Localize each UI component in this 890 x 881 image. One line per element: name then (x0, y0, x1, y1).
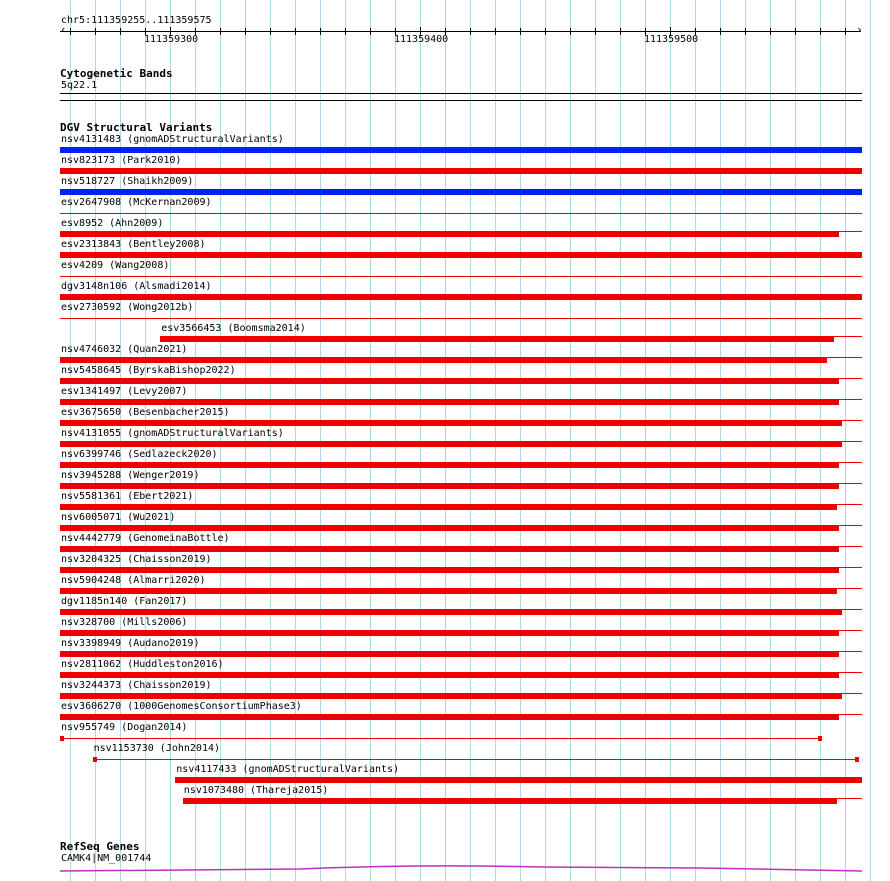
dgv-variant-label[interactable]: nsv3244373 (Chaisson2019) (61, 680, 212, 691)
dgv-variant-line[interactable] (60, 318, 862, 319)
minor-tick (95, 28, 96, 35)
dgv-variant-label[interactable]: dgv3148n106 (Alsmadi2014) (61, 281, 212, 292)
dgv-variant-label[interactable]: nsv4746032 (Quan2021) (61, 344, 188, 355)
dgv-variant-label[interactable]: nsv518727 (Shaikh2009) (61, 176, 194, 187)
dgv-variant-endcap (818, 736, 822, 741)
minor-tick (470, 28, 471, 35)
minor-tick (520, 28, 521, 35)
dgv-variant-bar[interactable] (183, 798, 837, 804)
dgv-variant-line[interactable] (60, 276, 862, 277)
ruler-arrow-left: ‹ (60, 23, 67, 36)
minor-tick (70, 28, 71, 35)
dgv-variant-extension (837, 798, 862, 799)
dgv-variant-extension (839, 525, 862, 526)
dgv-variant-label[interactable]: nsv3398949 (Audano2019) (61, 638, 200, 649)
dgv-variant-label[interactable]: esv1341497 (Levy2007) (61, 386, 188, 397)
dgv-variant-line[interactable] (60, 738, 822, 739)
dgv-variant-bar[interactable] (60, 567, 839, 573)
dgv-variant-label[interactable]: nsv328700 (Mills2006) (61, 617, 188, 628)
refseq-gene-path (60, 866, 862, 871)
dgv-variant-extension (842, 693, 862, 694)
dgv-variant-bar[interactable] (60, 588, 837, 594)
dgv-variant-bar[interactable] (60, 231, 839, 237)
position-ruler (60, 31, 861, 32)
dgv-variant-endcap (93, 757, 97, 762)
minor-tick (745, 28, 746, 35)
cytoband-track-title[interactable]: Cytogenetic Bands (60, 67, 173, 80)
dgv-variant-label[interactable]: nsv6005071 (Wu2021) (61, 512, 176, 523)
dgv-variant-label[interactable]: nsv4131055 (gnomADStructuralVariants) (61, 428, 284, 439)
dgv-variant-label[interactable]: esv2730592 (Wong2012b) (61, 302, 194, 313)
dgv-variant-extension (839, 546, 862, 547)
minor-tick (370, 28, 371, 35)
dgv-variant-bar[interactable] (60, 147, 862, 153)
dgv-variant-bar[interactable] (60, 504, 837, 510)
dgv-variant-bar[interactable] (60, 609, 842, 615)
minor-tick (770, 28, 771, 35)
dgv-variant-label[interactable]: nsv4442779 (GenomeinaBottle) (61, 533, 230, 544)
dgv-variant-label[interactable]: nsv5581361 (Ebert2021) (61, 491, 194, 502)
minor-tick (120, 28, 121, 35)
dgv-variant-extension (839, 231, 862, 232)
dgv-variant-endcap (60, 736, 64, 741)
dgv-variant-extension (837, 588, 862, 589)
dgv-variant-bar[interactable] (60, 672, 839, 678)
dgv-variant-bar[interactable] (60, 294, 862, 300)
dgv-variant-extension (842, 420, 862, 421)
dgv-variant-label[interactable]: nsv3945288 (Wenger2019) (61, 470, 200, 481)
tick-label: 111359400 (394, 34, 449, 45)
refseq-gene-label[interactable]: CAMK4|NM_001744 (61, 853, 152, 864)
dgv-variant-label[interactable]: nsv4117433 (gnomADStructuralVariants) (176, 764, 400, 775)
minor-tick (320, 28, 321, 35)
dgv-variant-label[interactable]: dgv1185n140 (Fan2017) (61, 596, 188, 607)
minor-tick (845, 28, 846, 35)
dgv-variant-label[interactable]: nsv1153730 (John2014) (93, 743, 221, 754)
dgv-variant-label[interactable]: esv2313843 (Bentley2008) (61, 239, 206, 250)
dgv-variant-label[interactable]: esv3566453 (Boomsma2014) (161, 323, 306, 334)
minor-tick (220, 28, 221, 35)
dgv-variant-bar[interactable] (60, 441, 842, 447)
dgv-variant-extension (839, 651, 862, 652)
cytoband-label[interactable]: 5q22.1 (61, 80, 98, 91)
dgv-variant-label[interactable]: nsv2811062 (Huddleston2016) (61, 659, 224, 670)
track-divider (60, 100, 862, 101)
dgv-variant-extension (827, 357, 862, 358)
dgv-variant-bar[interactable] (60, 525, 839, 531)
tick-label: 111359300 (144, 34, 199, 45)
tick-label: 111359500 (644, 34, 699, 45)
dgv-variant-extension (839, 672, 862, 673)
dgv-variant-extension (837, 504, 862, 505)
minor-tick (620, 28, 621, 35)
dgv-variant-label[interactable]: esv3675650 (Besenbacher2015) (61, 407, 230, 418)
dgv-variant-label[interactable]: nsv6399746 (Sedlazeck2020) (61, 449, 218, 460)
dgv-variant-bar[interactable] (60, 399, 839, 405)
dgv-variant-label[interactable]: nsv4131483 (gnomADStructuralVariants) (61, 134, 284, 145)
dgv-variant-bar[interactable] (60, 630, 839, 636)
dgv-variant-bar[interactable] (60, 651, 839, 657)
minor-tick (345, 28, 346, 35)
dgv-variant-label[interactable]: nsv3204325 (Chaisson2019) (61, 554, 212, 565)
dgv-variant-extension (839, 714, 862, 715)
dgv-variant-bar[interactable] (60, 357, 827, 363)
refseq-gene-line[interactable] (0, 860, 890, 876)
dgv-variant-bar[interactable] (60, 378, 839, 384)
dgv-variant-label[interactable]: esv2647908 (McKernan2009) (61, 197, 212, 208)
dgv-variant-bar[interactable] (60, 693, 842, 699)
minor-tick (795, 28, 796, 35)
dgv-variant-bar[interactable] (60, 483, 839, 489)
dgv-variant-bar[interactable] (60, 462, 839, 468)
dgv-variant-extension (842, 609, 862, 610)
dgv-variant-extension (839, 378, 862, 379)
minor-tick (295, 28, 296, 35)
minor-tick (495, 28, 496, 35)
dgv-variant-label[interactable]: esv8952 (Ahn2009) (61, 218, 164, 229)
dgv-variant-bar[interactable] (175, 777, 862, 783)
dgv-variant-label[interactable]: nsv955749 (Dogan2014) (61, 722, 188, 733)
cytoband-line (60, 93, 862, 94)
minor-tick (270, 28, 271, 35)
dgv-variant-extension (842, 441, 862, 442)
dgv-variant-bar[interactable] (60, 252, 862, 258)
minor-tick (545, 28, 546, 35)
dgv-variant-bar[interactable] (160, 336, 834, 342)
dgv-variant-bar[interactable] (60, 546, 839, 552)
dgv-variant-line[interactable] (60, 213, 862, 214)
dgv-variant-extension (839, 483, 862, 484)
dgv-track-title[interactable]: DGV Structural Variants (60, 121, 213, 134)
dgv-variant-label[interactable]: nsv1073480 (Thareja2015) (183, 785, 329, 796)
refseq-track-title[interactable]: RefSeq Genes (60, 840, 140, 853)
ruler-arrow-right: › (856, 23, 863, 36)
minor-tick (245, 28, 246, 35)
dgv-variant-line[interactable] (93, 759, 860, 760)
minor-tick (570, 28, 571, 35)
dgv-variant-label[interactable]: nsv5458645 (ByrskaBishop2022) (61, 365, 236, 376)
dgv-variant-bar[interactable] (60, 168, 862, 174)
dgv-variant-extension (834, 336, 862, 337)
dgv-variant-label[interactable]: nsv5904248 (Almarri2020) (61, 575, 206, 586)
dgv-variant-label[interactable]: nsv823173 (Park2010) (61, 155, 182, 166)
dgv-variant-extension (839, 462, 862, 463)
dgv-variant-label[interactable]: esv3606270 (1000GenomesConsortiumPhase3) (61, 701, 302, 712)
dgv-variant-extension (839, 567, 862, 568)
dgv-variant-endcap (855, 757, 859, 762)
dgv-variant-extension (839, 399, 862, 400)
minor-tick (595, 28, 596, 35)
dgv-variant-bar[interactable] (60, 420, 842, 426)
dgv-variant-bar[interactable] (60, 189, 862, 195)
minor-tick (820, 28, 821, 35)
dgv-variant-label[interactable]: esv4209 (Wang2008) (61, 260, 170, 271)
minor-tick (720, 28, 721, 35)
dgv-variant-bar[interactable] (60, 714, 839, 720)
locus-coordinates: chr5:111359255..111359575 (61, 15, 212, 26)
dgv-variant-extension (839, 630, 862, 631)
